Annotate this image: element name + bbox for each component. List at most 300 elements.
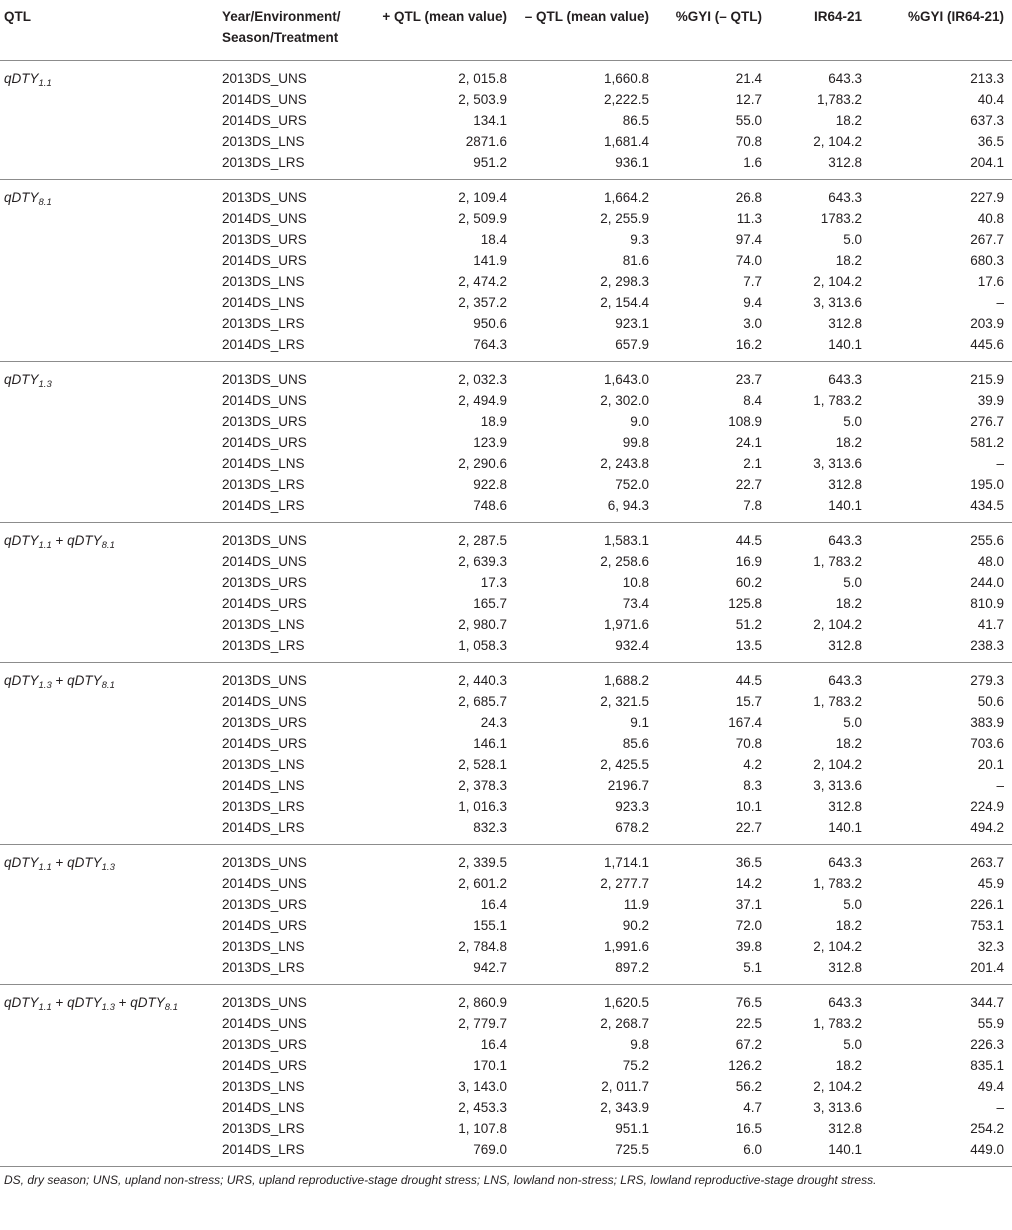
- environment-cell: 2013DS_LNS: [222, 274, 305, 289]
- plus-qtl-cell: 950.6: [473, 316, 507, 331]
- minus-qtl-cell: 2, 425.5: [600, 757, 649, 772]
- gyi-ir64-cell: 45.9: [977, 876, 1004, 891]
- minus-qtl-cell: 2, 154.4: [600, 295, 649, 310]
- qtl-subscript: 1.3: [101, 862, 115, 873]
- qtl-base: qDTY: [4, 995, 39, 1010]
- qtl-base: qDTY: [4, 372, 39, 387]
- minus-qtl-cell: 923.1: [615, 316, 649, 331]
- gyi-cell: 37.1: [735, 897, 762, 912]
- environment-cell: 2013DS_LRS: [222, 638, 305, 653]
- table-row: [0, 775, 1012, 796]
- minus-qtl-cell: 2,222.5: [603, 92, 649, 107]
- gyi-cell: 70.8: [735, 134, 762, 149]
- table-row: [0, 796, 1012, 817]
- table-row: [0, 894, 1012, 915]
- environment-cell: 2013DS_UNS: [222, 190, 307, 205]
- minus-qtl-cell: 1,681.4: [603, 134, 649, 149]
- gyi-cell: 6.0: [743, 1142, 762, 1157]
- gyi-ir64-cell: 244.0: [970, 575, 1004, 590]
- environment-cell: 2013DS_LRS: [222, 155, 305, 170]
- environment-cell: 2014DS_LRS: [222, 1142, 305, 1157]
- qtl-subscript: 8.1: [38, 197, 52, 208]
- qtl-subscript: 1.1: [38, 78, 52, 89]
- gyi-ir64-cell: 835.1: [970, 1058, 1004, 1073]
- table-row: [0, 593, 1012, 614]
- gyi-cell: 11.3: [736, 211, 762, 226]
- ir64-cell: 643.3: [828, 190, 862, 205]
- minus-qtl-cell: 9.3: [630, 232, 649, 247]
- gyi-ir64-cell: –: [996, 778, 1004, 793]
- qtl-subscript: 1.1: [38, 540, 52, 551]
- gyi-ir64-cell: 434.5: [970, 498, 1004, 513]
- ir64-cell: 643.3: [828, 995, 862, 1010]
- plus-qtl-cell: 123.9: [473, 435, 507, 450]
- minus-qtl-cell: 9.8: [630, 1037, 649, 1052]
- gyi-cell: 7.7: [743, 274, 762, 289]
- ir64-cell: 1, 783.2: [813, 1016, 862, 1031]
- gyi-ir64-cell: 215.9: [970, 372, 1004, 387]
- plus-qtl-cell: 2871.6: [465, 134, 507, 149]
- gyi-cell: 4.7: [743, 1100, 762, 1115]
- table-row: [0, 187, 1012, 208]
- gyi-cell: 39.8: [735, 939, 762, 954]
- gyi-ir64-cell: 703.6: [970, 736, 1004, 751]
- gyi-cell: 14.2: [735, 876, 762, 891]
- gyi-cell: 36.5: [735, 855, 762, 870]
- gyi-ir64-cell: 449.0: [970, 1142, 1004, 1157]
- environment-cell: 2013DS_LNS: [222, 134, 305, 149]
- table-row: [0, 208, 1012, 229]
- gyi-cell: 1.6: [743, 155, 762, 170]
- ir64-cell: 643.3: [828, 673, 862, 688]
- table-body: [0, 61, 1012, 1167]
- qtl-group: [0, 362, 1012, 523]
- ir64-cell: 140.1: [828, 1142, 862, 1157]
- gyi-cell: 22.5: [735, 1016, 762, 1031]
- minus-qtl-cell: 2, 298.3: [600, 274, 649, 289]
- environment-cell: 2013DS_LNS: [222, 617, 305, 632]
- plus-qtl-cell: 1, 107.8: [458, 1121, 507, 1136]
- qtl-plus-sign: +: [51, 673, 68, 688]
- ir64-cell: 18.2: [835, 736, 862, 751]
- table-row: [0, 670, 1012, 691]
- minus-qtl-cell: 1,660.8: [603, 71, 649, 86]
- table-row: [0, 474, 1012, 495]
- gyi-ir64-cell: 238.3: [970, 638, 1004, 653]
- table-row: [0, 992, 1012, 1013]
- gyi-ir64-cell: 20.1: [977, 757, 1004, 772]
- gyi-cell: 72.0: [735, 918, 762, 933]
- qtl-subscript: 8.1: [101, 540, 115, 551]
- plus-qtl-cell: 2, 015.8: [458, 71, 507, 86]
- qtl-base: qDTY: [4, 190, 39, 205]
- environment-cell: 2013DS_LNS: [222, 939, 305, 954]
- environment-cell: 2014DS_LNS: [222, 1100, 305, 1115]
- gyi-cell: 16.2: [735, 337, 762, 352]
- table-row: [0, 411, 1012, 432]
- table-row: [0, 691, 1012, 712]
- minus-qtl-cell: 1,991.6: [603, 939, 649, 954]
- minus-qtl-cell: 2196.7: [607, 778, 649, 793]
- plus-qtl-cell: 146.1: [473, 736, 507, 751]
- minus-qtl-cell: 2, 302.0: [600, 393, 649, 408]
- plus-qtl-cell: 2, 980.7: [458, 617, 507, 632]
- environment-cell: 2014DS_URS: [222, 918, 307, 933]
- table-row: [0, 131, 1012, 152]
- gyi-ir64-cell: 227.9: [970, 190, 1004, 205]
- ir64-cell: 3, 313.6: [813, 778, 862, 793]
- table-row: [0, 957, 1012, 978]
- plus-qtl-cell: 942.7: [473, 960, 507, 975]
- table-row: [0, 712, 1012, 733]
- gyi-cell: 15.7: [735, 694, 762, 709]
- plus-qtl-cell: 18.4: [480, 232, 507, 247]
- gyi-cell: 21.4: [735, 71, 762, 86]
- qtl-subscript: 1.3: [101, 1002, 115, 1013]
- table-row: [0, 1013, 1012, 1034]
- gyi-ir64-cell: 276.7: [970, 414, 1004, 429]
- table-row: [0, 1034, 1012, 1055]
- qtl-base: qDTY: [67, 673, 102, 688]
- environment-cell: 2013DS_UNS: [222, 673, 307, 688]
- gyi-cell: 108.9: [728, 414, 762, 429]
- table-row: [0, 495, 1012, 516]
- plus-qtl-cell: 2, 339.5: [458, 855, 507, 870]
- plus-qtl-cell: 18.9: [480, 414, 507, 429]
- minus-qtl-cell: 73.4: [622, 596, 649, 611]
- plus-qtl-cell: 16.4: [480, 897, 507, 912]
- plus-qtl-cell: 2, 685.7: [458, 694, 507, 709]
- plus-qtl-cell: 748.6: [473, 498, 507, 513]
- minus-qtl-cell: 81.6: [622, 253, 649, 268]
- environment-cell: 2013DS_UNS: [222, 533, 307, 548]
- gyi-cell: 70.8: [735, 736, 762, 751]
- ir64-cell: 140.1: [828, 337, 862, 352]
- minus-qtl-cell: 2, 011.7: [601, 1079, 649, 1094]
- table-row: [0, 873, 1012, 894]
- plus-qtl-cell: 2, 860.9: [458, 995, 507, 1010]
- minus-qtl-cell: 2, 343.9: [600, 1100, 649, 1115]
- gyi-ir64-cell: 810.9: [970, 596, 1004, 611]
- gyi-ir64-cell: 344.7: [970, 995, 1004, 1010]
- qtl-subscript: 8.1: [164, 1002, 178, 1013]
- plus-qtl-cell: 17.3: [480, 575, 507, 590]
- gyi-cell: 44.5: [735, 533, 762, 548]
- plus-qtl-cell: 2, 378.3: [458, 778, 507, 793]
- qtl-plus-sign: +: [51, 995, 68, 1010]
- plus-qtl-cell: 24.3: [480, 715, 507, 730]
- minus-qtl-cell: 2, 268.7: [600, 1016, 649, 1031]
- environment-cell: 2014DS_URS: [222, 435, 307, 450]
- gyi-ir64-cell: 226.1: [970, 897, 1004, 912]
- gyi-cell: 55.0: [735, 113, 762, 128]
- gyi-ir64-cell: –: [996, 295, 1004, 310]
- ir64-cell: 5.0: [843, 232, 862, 247]
- qtl-subscript: 1.1: [38, 1002, 52, 1013]
- minus-qtl-cell: 1,643.0: [603, 372, 649, 387]
- header-plus-qtl: + QTL (mean value): [382, 9, 507, 24]
- environment-cell: 2013DS_LRS: [222, 960, 305, 975]
- minus-qtl-cell: 75.2: [622, 1058, 649, 1073]
- environment-cell: 2013DS_LRS: [222, 799, 305, 814]
- ir64-cell: 1, 783.2: [813, 554, 862, 569]
- plus-qtl-cell: 769.0: [473, 1142, 507, 1157]
- ir64-cell: 312.8: [828, 477, 862, 492]
- gyi-ir64-cell: 753.1: [970, 918, 1004, 933]
- environment-cell: 2013DS_LRS: [222, 477, 305, 492]
- gyi-cell: 167.4: [728, 715, 762, 730]
- plus-qtl-cell: 2, 440.3: [458, 673, 507, 688]
- ir64-cell: 1783.2: [820, 211, 862, 226]
- table-row: [0, 635, 1012, 656]
- table-row: [0, 754, 1012, 775]
- minus-qtl-cell: 923.3: [615, 799, 649, 814]
- table-row: [0, 110, 1012, 131]
- ir64-cell: 643.3: [828, 71, 862, 86]
- environment-cell: 2014DS_URS: [222, 253, 307, 268]
- qtl-group: [0, 523, 1012, 663]
- gyi-ir64-cell: 55.9: [977, 1016, 1004, 1031]
- environment-cell: 2014DS_LRS: [222, 820, 305, 835]
- plus-qtl-cell: 2, 032.3: [458, 372, 507, 387]
- minus-qtl-cell: 1,971.6: [603, 617, 649, 632]
- plus-qtl-cell: 2, 503.9: [458, 92, 507, 107]
- gyi-ir64-cell: 494.2: [970, 820, 1004, 835]
- plus-qtl-cell: 2, 509.9: [458, 211, 507, 226]
- qtl-base: qDTY: [4, 673, 39, 688]
- gyi-ir64-cell: 32.3: [977, 939, 1004, 954]
- ir64-cell: 3, 313.6: [813, 456, 862, 471]
- minus-qtl-cell: 9.0: [630, 414, 649, 429]
- gyi-ir64-cell: 267.7: [970, 232, 1004, 247]
- minus-qtl-cell: 11.9: [623, 897, 649, 912]
- ir64-cell: 5.0: [843, 1037, 862, 1052]
- table-row: [0, 614, 1012, 635]
- table-row: [0, 271, 1012, 292]
- gyi-cell: 23.7: [735, 372, 762, 387]
- gyi-ir64-cell: 279.3: [970, 673, 1004, 688]
- environment-cell: 2014DS_UNS: [222, 92, 307, 107]
- environment-cell: 2013DS_UNS: [222, 71, 307, 86]
- gyi-cell: 26.8: [735, 190, 762, 205]
- minus-qtl-cell: 99.8: [622, 435, 649, 450]
- gyi-cell: 125.8: [728, 596, 762, 611]
- environment-cell: 2014DS_UNS: [222, 876, 307, 891]
- ir64-cell: 18.2: [835, 596, 862, 611]
- ir64-cell: 1, 783.2: [813, 876, 862, 891]
- ir64-cell: 643.3: [828, 533, 862, 548]
- qtl-plus-sign: +: [51, 533, 68, 548]
- gyi-ir64-cell: 40.4: [977, 92, 1004, 107]
- minus-qtl-cell: 1,620.5: [603, 995, 649, 1010]
- minus-qtl-cell: 9.1: [630, 715, 649, 730]
- qtl-subscript: 8.1: [101, 680, 115, 691]
- environment-cell: 2013DS_URS: [222, 575, 307, 590]
- minus-qtl-cell: 2, 255.9: [600, 211, 649, 226]
- qtl-base: qDTY: [67, 533, 102, 548]
- plus-qtl-cell: 2, 494.9: [458, 393, 507, 408]
- table-header: [0, 0, 1012, 61]
- gyi-ir64-cell: 637.3: [970, 113, 1004, 128]
- table-row: [0, 733, 1012, 754]
- table-row: [0, 817, 1012, 838]
- ir64-cell: 2, 104.2: [813, 939, 862, 954]
- ir64-cell: 140.1: [828, 820, 862, 835]
- ir64-cell: 643.3: [828, 855, 862, 870]
- gyi-cell: 22.7: [735, 477, 762, 492]
- plus-qtl-cell: 1, 016.3: [458, 799, 507, 814]
- gyi-ir64-cell: 204.1: [970, 155, 1004, 170]
- environment-cell: 2014DS_LRS: [222, 498, 305, 513]
- table-row: [0, 250, 1012, 271]
- gyi-cell: 24.1: [735, 435, 762, 450]
- gyi-ir64-cell: 41.7: [977, 617, 1004, 632]
- ir64-cell: 1, 783.2: [813, 694, 862, 709]
- table-row: [0, 852, 1012, 873]
- table-row: [0, 530, 1012, 551]
- environment-cell: 2014DS_URS: [222, 736, 307, 751]
- minus-qtl-cell: 752.0: [615, 477, 649, 492]
- qtl-group: [0, 985, 1012, 1167]
- plus-qtl-cell: 951.2: [473, 155, 507, 170]
- gyi-cell: 97.4: [735, 232, 762, 247]
- ir64-cell: 312.8: [828, 960, 862, 975]
- table-row: [0, 936, 1012, 957]
- ir64-cell: 140.1: [828, 498, 862, 513]
- minus-qtl-cell: 10.8: [622, 575, 649, 590]
- gyi-cell: 5.1: [743, 960, 762, 975]
- qtl-base: qDTY: [4, 71, 39, 86]
- ir64-cell: 5.0: [843, 575, 862, 590]
- minus-qtl-cell: 1,714.1: [603, 855, 649, 870]
- ir64-cell: 2, 104.2: [813, 274, 862, 289]
- header-gyi-minus-qtl: %GYI (– QTL): [675, 9, 762, 24]
- header-environment-line1: Year/Environment/: [222, 9, 341, 24]
- minus-qtl-cell: 1,664.2: [603, 190, 649, 205]
- gyi-cell: 8.4: [743, 393, 762, 408]
- table-row: [0, 432, 1012, 453]
- table-row: [0, 1139, 1012, 1160]
- environment-cell: 2013DS_LRS: [222, 1121, 305, 1136]
- environment-cell: 2014DS_LNS: [222, 456, 305, 471]
- gyi-ir64-cell: –: [996, 1100, 1004, 1115]
- qtl-base: qDTY: [4, 855, 39, 870]
- ir64-cell: 2, 104.2: [813, 617, 862, 632]
- minus-qtl-cell: 6, 94.3: [607, 498, 649, 513]
- minus-qtl-cell: 2, 258.6: [600, 554, 649, 569]
- gyi-ir64-cell: 49.4: [977, 1079, 1004, 1094]
- table-row: [0, 152, 1012, 173]
- gyi-ir64-cell: 213.3: [970, 71, 1004, 86]
- plus-qtl-cell: 2, 109.4: [458, 190, 507, 205]
- qtl-subscript: 1.3: [38, 379, 52, 390]
- table-row: [0, 229, 1012, 250]
- gyi-cell: 51.2: [735, 617, 762, 632]
- ir64-cell: 312.8: [828, 799, 862, 814]
- plus-qtl-cell: 2, 453.3: [458, 1100, 507, 1115]
- qtl-base: qDTY: [67, 855, 102, 870]
- ir64-cell: 3, 313.6: [813, 1100, 862, 1115]
- table-footnote: DS, dry season; UNS, upland non-stress; URS, upland reproductive-stage drought stress; LNS, lowland non-stress; LRS, lowland reproductive-stage drought stress.: [4, 1173, 877, 1187]
- environment-cell: 2013DS_URS: [222, 1037, 307, 1052]
- gyi-ir64-cell: 226.3: [970, 1037, 1004, 1052]
- ir64-cell: 312.8: [828, 638, 862, 653]
- qtl-group: [0, 845, 1012, 985]
- gyi-ir64-cell: 254.2: [970, 1121, 1004, 1136]
- ir64-cell: 18.2: [835, 113, 862, 128]
- ir64-cell: 643.3: [828, 372, 862, 387]
- qtl-group: [0, 61, 1012, 180]
- gyi-cell: 56.2: [735, 1079, 762, 1094]
- ir64-cell: 18.2: [835, 1058, 862, 1073]
- qtl-group: [0, 180, 1012, 362]
- qtl-base: qDTY: [130, 995, 165, 1010]
- plus-qtl-cell: 2, 287.5: [458, 533, 507, 548]
- minus-qtl-cell: 90.2: [622, 918, 649, 933]
- table-row: [0, 1097, 1012, 1118]
- plus-qtl-cell: 170.1: [473, 1058, 507, 1073]
- environment-cell: 2013DS_URS: [222, 232, 307, 247]
- environment-cell: 2014DS_URS: [222, 596, 307, 611]
- ir64-cell: 2, 104.2: [813, 757, 862, 772]
- environment-cell: 2014DS_URS: [222, 113, 307, 128]
- minus-qtl-cell: 951.1: [615, 1121, 649, 1136]
- gyi-ir64-cell: 39.9: [977, 393, 1004, 408]
- plus-qtl-cell: 832.3: [473, 820, 507, 835]
- ir64-cell: 2, 104.2: [813, 1079, 862, 1094]
- gyi-cell: 12.7: [735, 92, 762, 107]
- gyi-ir64-cell: 383.9: [970, 715, 1004, 730]
- gyi-cell: 76.5: [735, 995, 762, 1010]
- gyi-cell: 60.2: [735, 575, 762, 590]
- plus-qtl-cell: 2, 779.7: [458, 1016, 507, 1031]
- environment-cell: 2013DS_UNS: [222, 855, 307, 870]
- minus-qtl-cell: 1,688.2: [603, 673, 649, 688]
- gyi-ir64-cell: 195.0: [970, 477, 1004, 492]
- ir64-cell: 312.8: [828, 155, 862, 170]
- gyi-cell: 2.1: [743, 456, 762, 471]
- minus-qtl-cell: 932.4: [615, 638, 649, 653]
- environment-cell: 2014DS_UNS: [222, 694, 307, 709]
- ir64-cell: 2, 104.2: [813, 134, 862, 149]
- gyi-ir64-cell: 445.6: [970, 337, 1004, 352]
- minus-qtl-cell: 936.1: [615, 155, 649, 170]
- ir64-cell: 18.2: [835, 918, 862, 933]
- environment-cell: 2013DS_LRS: [222, 316, 305, 331]
- plus-qtl-cell: 16.4: [480, 1037, 507, 1052]
- environment-cell: 2013DS_URS: [222, 715, 307, 730]
- header-gyi-ir64-21: %GYI (IR64-21): [907, 9, 1004, 24]
- table-row: [0, 313, 1012, 334]
- table-row: [0, 89, 1012, 110]
- table-row: [0, 1076, 1012, 1097]
- environment-cell: 2014DS_LNS: [222, 295, 305, 310]
- gyi-ir64-cell: 36.5: [977, 134, 1004, 149]
- ir64-cell: 3, 313.6: [813, 295, 862, 310]
- ir64-cell: 5.0: [843, 897, 862, 912]
- plus-qtl-cell: 2, 290.6: [458, 456, 507, 471]
- ir64-cell: 312.8: [828, 1121, 862, 1136]
- environment-cell: 2013DS_LNS: [222, 757, 305, 772]
- plus-qtl-cell: 2, 601.2: [458, 876, 507, 891]
- table-row: [0, 68, 1012, 89]
- ir64-cell: 5.0: [843, 715, 862, 730]
- plus-qtl-cell: 922.8: [473, 477, 507, 492]
- gyi-ir64-cell: 203.9: [970, 316, 1004, 331]
- gyi-cell: 44.5: [735, 673, 762, 688]
- ir64-cell: 5.0: [843, 414, 862, 429]
- environment-cell: 2014DS_UNS: [222, 1016, 307, 1031]
